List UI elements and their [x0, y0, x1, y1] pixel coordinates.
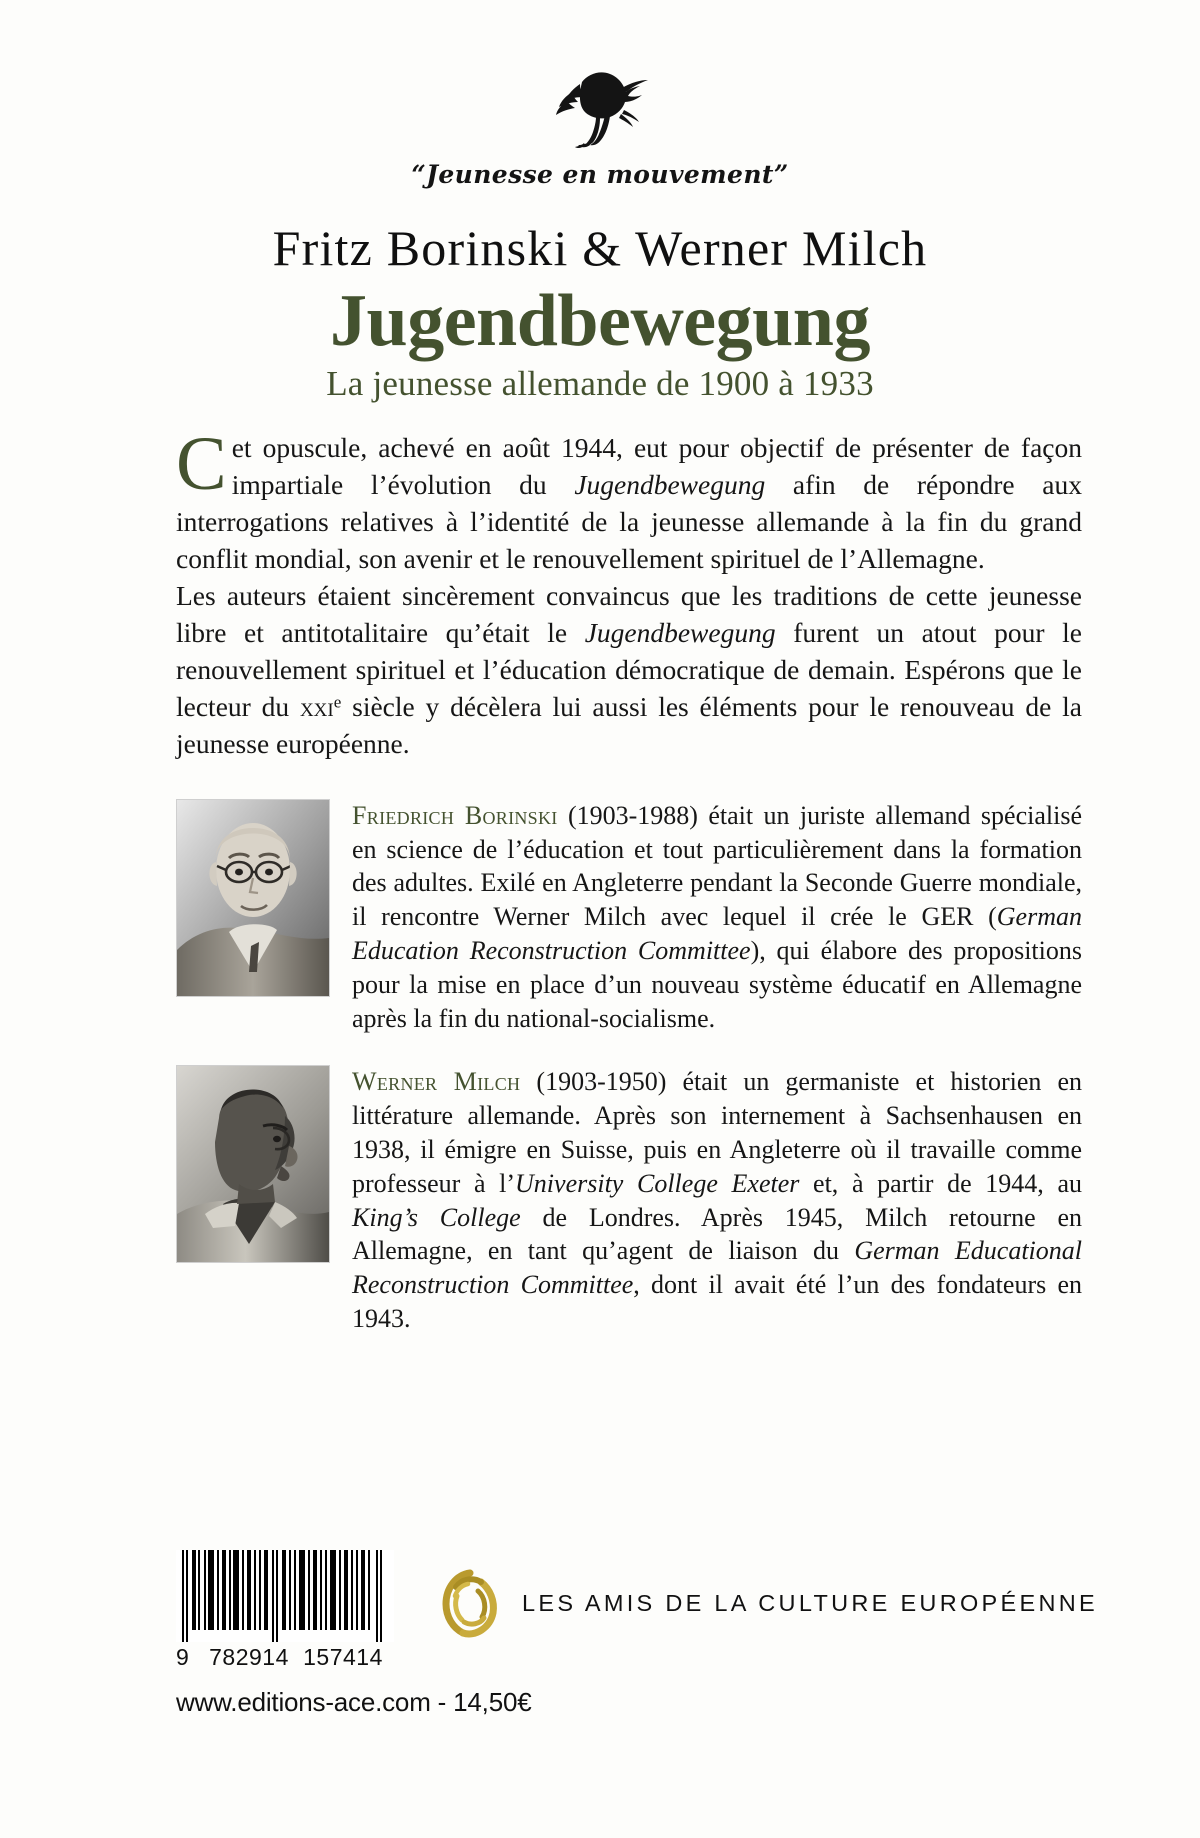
bio2-body-b: et, à partir de 1944, au	[799, 1168, 1082, 1198]
bio-body-b: ), qui élabore des propositions pour la mise en place d’un nouveau système éducatif en Allemagne après la fin du national-socialisme.	[352, 936, 1082, 1033]
barcode-digit-first: 9	[176, 1644, 190, 1670]
bio-italic-ger-name: German Education Reconstruction Committee	[352, 902, 1082, 965]
bio-name-friedrich-borinski: Friedrich Borinski	[352, 800, 558, 830]
portrait-photo-werner-milch	[176, 1065, 330, 1263]
series-name: “Jeunesse en mouvement”	[411, 160, 789, 189]
blurb-paragraph-2	[176, 578, 1082, 763]
blurb-paragraph-1	[176, 421, 1082, 578]
bio-dates-werner-milch: (1903-1950)	[520, 1067, 667, 1097]
blurb-p2-century-numeral: xxi	[299, 690, 334, 722]
bio2-italic-ger-committee: German Educational Reconstruction Committee	[352, 1236, 1082, 1300]
blurb-p2-italic: Jugendbewegung	[584, 616, 776, 648]
bio2-body-c: de Londres. Après 1945, Milch retourne en Allemagne, en tant qu’agent de liaison du	[352, 1202, 1082, 1266]
bio2-body-d: , dont il avait été l’un des fondateurs en 1943.	[352, 1270, 1082, 1333]
blurb-p1-italic: Jugendbewegung	[574, 468, 766, 500]
bio-werner-milch	[176, 1065, 1082, 1335]
bio-friedrich-borinski	[176, 799, 1082, 1036]
blurb-p2-text-c: siècle y décèlera lui aussi les éléments pour le renouveau de la jeunesse européenne.	[176, 690, 1082, 759]
publisher-block	[440, 1565, 1098, 1643]
footer-row	[0, 1508, 1200, 1671]
publisher-website-and-price: www.editions-ace.com - 14,50€	[176, 1687, 532, 1717]
portrait-photo-friedrich-borinski	[176, 799, 330, 997]
blurb-p1-text-a: et opuscule, achevé en août 1944, eut pour objectif de présenter de façon impartiale l’évolution du	[231, 431, 1082, 500]
barcode-block	[176, 1550, 394, 1671]
bio-body-a: était un juriste allemand spécialisé en science de l’éducation et tout particulièrement dans la formation des adultes. Exilé en Angleterre pendant la Seconde Guerre mondiale, il rencontre Werner Milch avec lequel il crée le GER (	[352, 800, 1082, 932]
publisher-name: LES AMIS DE LA CULTURE EUROPÉENNE	[522, 1590, 1098, 1616]
bio2-italic-university: University College Exeter	[515, 1168, 800, 1198]
bio-name-werner-milch: Werner Milch	[352, 1067, 521, 1097]
series-header	[0, 0, 1200, 189]
blurb-p2-text-a: Les auteurs étaient sincèrement convaincus que les traditions de cette jeunesse libre et antitotalitaire qu’était le	[176, 579, 1082, 648]
author-bios	[176, 799, 1082, 1336]
bio2-italic-kings-college: King’s College	[352, 1202, 521, 1232]
flying-heron-bird-icon	[536, 66, 664, 150]
blurb	[176, 421, 1083, 763]
book-subtitle: La jeunesse allemande de 1900 à 1933	[326, 363, 874, 403]
bio2-body-a: était un germaniste et historien en littérature allemande. Après son internement à Sachsenhausen en 1938, il émigre en Suisse, puis en Angleterre où il travaille comme professeur à l’	[352, 1067, 1082, 1198]
drop-cap: C	[176, 421, 227, 506]
blurb-p2-text-b: furent un atout pour le renouvellement spirituel et l’éducation démocratique de demain. Espérons que le lecteur du	[176, 616, 1083, 722]
book-title: Jugendbewegung	[330, 280, 870, 362]
bio-dates-friedrich-borinski: (1903-1988)	[557, 800, 698, 830]
ace-swirl-ring-icon	[440, 1565, 500, 1643]
barcode-digits-left: 782914	[209, 1644, 289, 1670]
blurb-p1-text-b: afin de répondre aux interrogations relatives à l’identité de la jeunesse allemande à la fin du grand conflit mondial, son avenir et le renouvellement spirituel de l’Allemagne.	[176, 468, 1082, 574]
barcode-digits-right: 157414	[303, 1644, 383, 1670]
barcode-digits	[176, 1644, 394, 1671]
blurb-p2-century-ordinal: e	[333, 692, 342, 712]
bio-text-friedrich-borinski	[352, 799, 1082, 1036]
authors-line: Fritz Borinski & Werner Milch	[272, 220, 928, 276]
bio-text-werner-milch	[352, 1065, 1082, 1335]
ean13-barcode-icon	[176, 1550, 394, 1642]
cover-footer	[0, 1508, 1200, 1838]
